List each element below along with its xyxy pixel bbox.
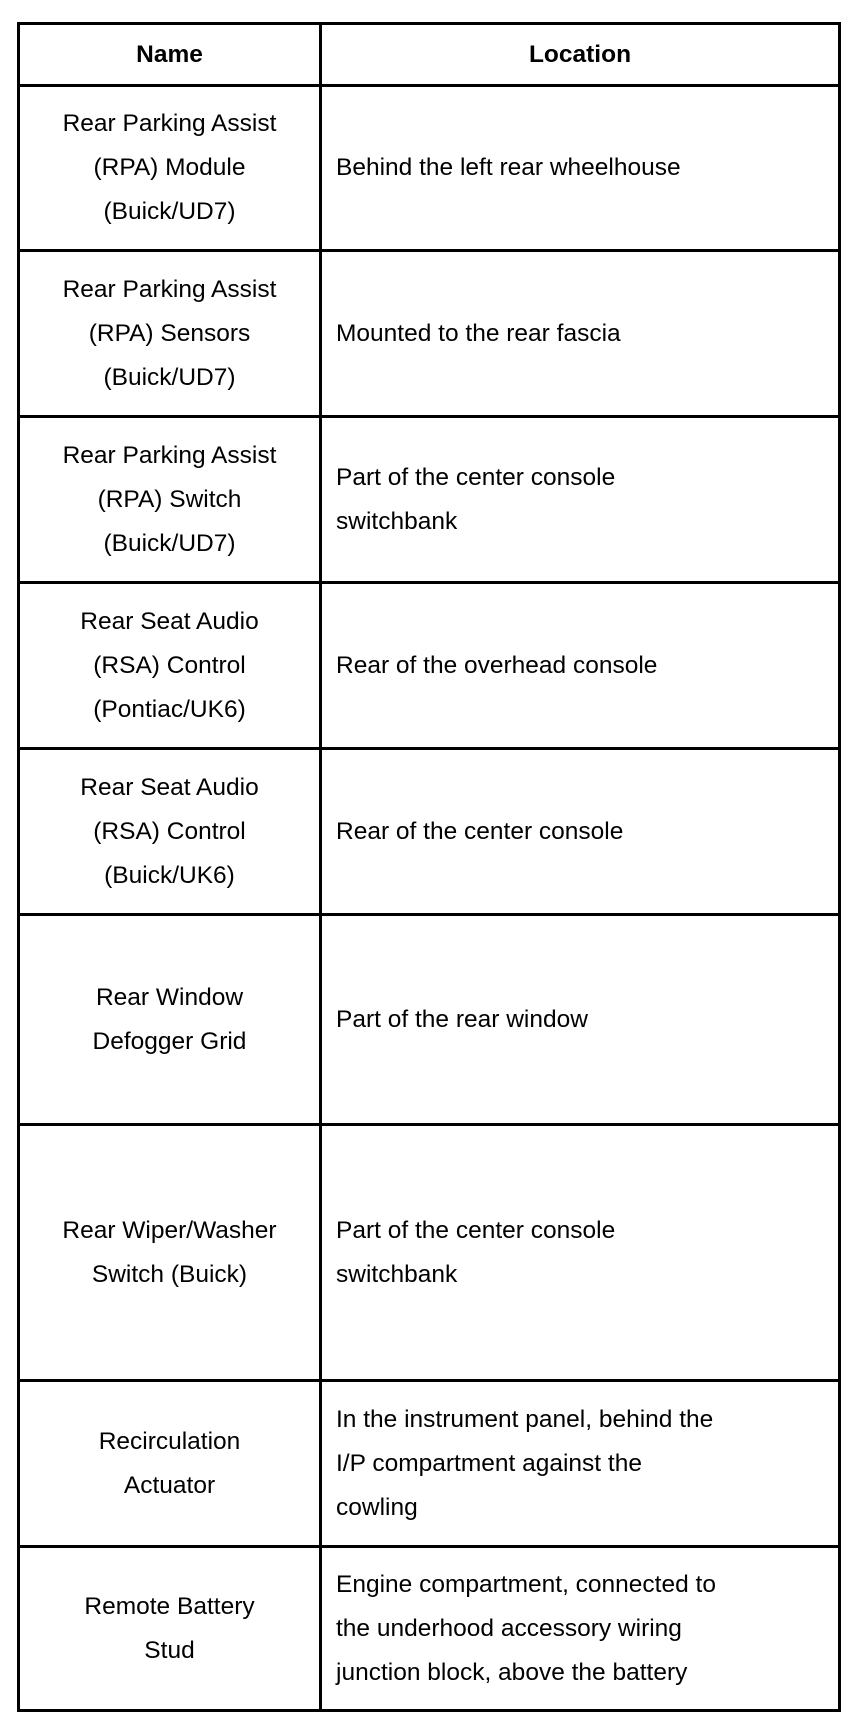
table-row <box>19 583 840 749</box>
location-text: Behind the left rear wheelhouse <box>336 154 681 181</box>
name-text: Remote Battery Stud <box>84 1592 255 1664</box>
location-cell <box>321 915 840 1125</box>
name-cell <box>19 749 321 915</box>
name-text: Rear Parking Assist (RPA) Switch (Buick/UD7) <box>62 441 277 557</box>
location-cell <box>321 251 840 417</box>
name-cell <box>19 417 321 583</box>
table-row <box>19 1125 840 1381</box>
name-text: Rear Window Defogger Grid <box>92 983 247 1055</box>
location-cell <box>321 583 840 749</box>
name-text: Rear Seat Audio (RSA) Control (Buick/UK6) <box>80 773 259 889</box>
location-cell <box>321 1547 840 1711</box>
location-text: Rear of the center console <box>336 817 624 845</box>
component-locator-table <box>17 22 841 1712</box>
location-cell <box>321 86 840 251</box>
name-cell <box>19 915 321 1125</box>
location-text: Mounted to the rear fascia <box>336 319 621 347</box>
name-cell <box>19 251 321 417</box>
location-text: Part of the center console switchbank <box>336 463 616 535</box>
table-row <box>19 1381 840 1547</box>
table-row <box>19 251 840 417</box>
name-text: Rear Parking Assist (RPA) Sensors (Buick/UD7) <box>62 275 277 391</box>
name-cell <box>19 1125 321 1381</box>
location-text: Rear of the overhead console <box>336 651 658 679</box>
name-cell <box>19 1381 321 1547</box>
name-text: Recirculation Actuator <box>98 1427 241 1499</box>
location-text: In the instrument panel, behind the I/P compartment against the cowling <box>336 1405 714 1521</box>
table-row <box>19 1547 840 1711</box>
table-row <box>19 915 840 1125</box>
name-text: Rear Wiper/Washer Switch (Buick) <box>62 1216 277 1288</box>
name-cell <box>19 86 321 251</box>
location-cell <box>321 1381 840 1547</box>
table-row <box>19 417 840 583</box>
name-cell <box>19 583 321 749</box>
location-text: Part of the center console switchbank <box>336 1216 616 1288</box>
location-cell <box>321 1125 840 1381</box>
location-column-header: Location <box>321 24 840 86</box>
location-cell <box>321 417 840 583</box>
header-row <box>19 24 840 86</box>
name-column-header: Name <box>19 24 321 86</box>
name-text: Rear Seat Audio (RSA) Control (Pontiac/UK6) <box>80 607 259 723</box>
location-text: Part of the rear window <box>336 1005 588 1033</box>
name-text: Rear Parking Assist (RPA) Module (Buick/UD7) <box>62 110 277 225</box>
location-cell <box>321 749 840 915</box>
component-locator-table-container <box>17 22 838 1712</box>
table-row <box>19 86 840 251</box>
location-text: Engine compartment, connected to the underhood accessory wiring junction block, above the battery <box>336 1570 716 1686</box>
table-row <box>19 749 840 915</box>
name-cell <box>19 1547 321 1711</box>
